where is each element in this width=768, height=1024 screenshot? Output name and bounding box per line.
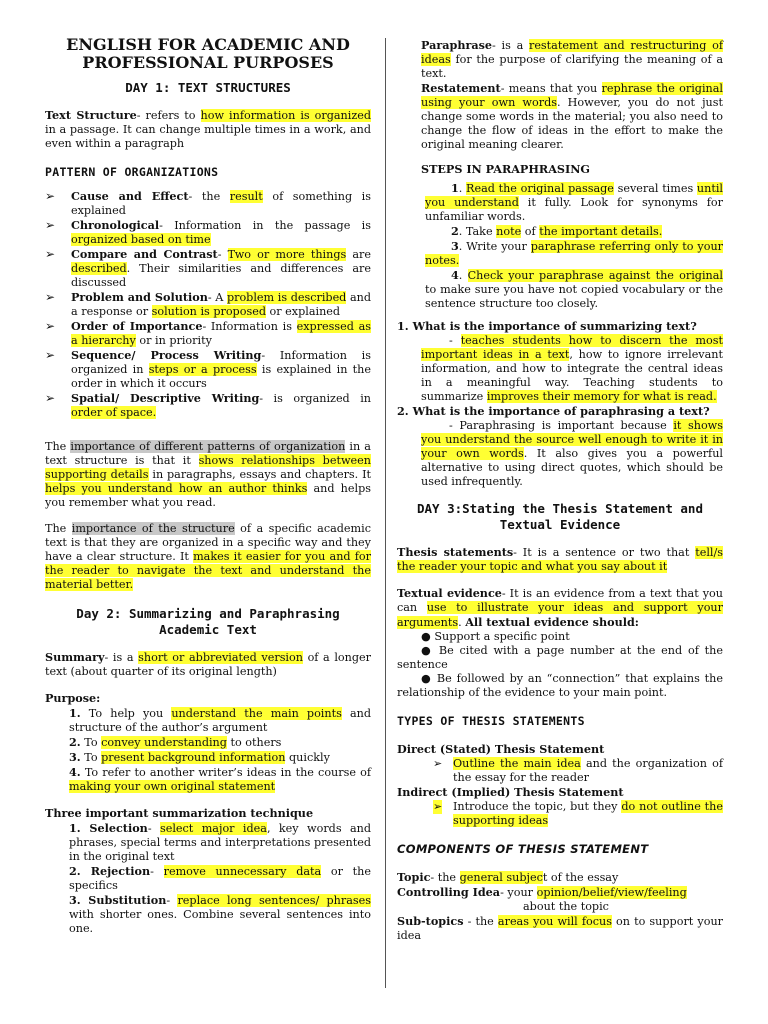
text-structure-definition: Text Structure- refers to how information is organized in a passage. It can change multiple times in a work, and even within a paragraph (45, 108, 372, 150)
list-item: 1. Selection- select major idea, key words and phrases, special terms and interpretations presented in the original text (69, 821, 372, 863)
list-item: ➢ Cause and Effect- the result of something is explained (45, 189, 372, 217)
list-item: 1. To help you understand the main points and structure of the author’s argument (69, 706, 371, 734)
arrow-bullet-icon: ➢ (45, 391, 56, 405)
steps-heading: STEPS IN PARAPHRASING (421, 162, 590, 176)
column-divider (385, 38, 386, 988)
arrow-bullet-icon: ➢ (45, 189, 56, 203)
arrow-bullet-icon: ➢ (45, 290, 56, 304)
arrow-bullet-icon: ➢ (45, 319, 56, 333)
list-item: ➢ Problem and Solution- A problem is described and a response or solution is proposed or explained (45, 290, 372, 318)
list-item: ➢ Order of Importance- Information is expressed as a hierarchy or in priority (45, 319, 371, 347)
list-item: 4. Check your paraphrase against the original to make sure you have not copied vocabulary or the sentence structure too closely. (425, 268, 723, 310)
day3-heading: DAY 3:Stating the Thesis Statement and Textual Evidence (417, 501, 703, 532)
three-techniques-heading: Three important summarization technique (45, 806, 314, 820)
right-column (397, 38, 723, 943)
question-1: 1. What is the importance of summarizing text? (397, 319, 697, 333)
list-item: 2. To convey understanding to others (69, 735, 282, 749)
document-title: ENGLISH FOR ACADEMIC AND PROFESSIONAL PURPOSES (66, 35, 350, 72)
subtopics-definition: Sub-topics - the areas you will focus on to support your idea (397, 914, 723, 942)
arrow-bullet-icon: ➢ (433, 757, 443, 770)
structure-importance-paragraph: The importance of the structure of a specific academic text is that they are organized in a specific way and they have a clear structure. It makes it easier for you and for the reader to navigate the text and understand the material better. (45, 522, 371, 591)
dot-bullet-icon: ● (421, 630, 431, 643)
pattern-list (45, 189, 371, 420)
list-item: ● Be cited with a page number at the end of the sentence (397, 644, 723, 671)
arrow-bullet-icon: ➢ (45, 247, 56, 261)
indirect-heading: Indirect (Implied) Thesis Statement (397, 785, 624, 799)
paraphrase-definition: Paraphrase- is a restatement and restructuring of ideas for the purpose of clarifying the meaning of a text. (421, 38, 723, 80)
answer-1: - teaches students how to discern the most important ideas in a text, how to ignore irrelevant information, and how to integrate the central ideas in a meaningful way. Teaching students to summarize improves their memory for what is read. (421, 334, 724, 403)
list-item: ● Be followed by an “connection” that explains the relationship of the evidence to your main point. (397, 672, 723, 699)
topic-definition: Topic- the general subject of the essay (397, 870, 619, 884)
purpose-label: Purpose: (45, 691, 101, 705)
answer-2: - Paraphrasing is important because it shows you understand the source well enough to write it in your own words. It also gives you a powerful alternative to using direct quotes, which should be used infrequently. (421, 419, 723, 488)
list-item: 1. Read the original passage several times until you understand it fully. Look for synonyms for unfamiliar words. (425, 181, 723, 223)
summary-definition: Summary- is a short or abbreviated version of a longer text (about quarter of its original length) (45, 650, 371, 678)
evidence-definition: Textual evidence- It is an evidence from a text that you can use to illustrate your ideas and support your arguments. All textual evidence should: (397, 586, 723, 629)
list-item: 3. To present background information quickly (69, 750, 330, 764)
list-item: 4. To refer to another writer’s ideas in the course of making your own original statement (69, 765, 371, 793)
list-item: ➢ Outline the main idea and the organization of the essay for the reader (433, 757, 723, 784)
controlling-idea-definition: Controlling Idea- your opinion/belief/view/feeling about the topic (397, 885, 687, 913)
list-item: ➢ Sequence/ Process Writing- Information is organized in steps or a process is explained in the order in which it occurs (45, 348, 371, 390)
day1-heading: DAY 1: TEXT STRUCTURES (125, 80, 291, 95)
thesis-definition: Thesis statements- It is a sentence or two that tell/s the reader your topic and what you say about it (397, 545, 723, 573)
list-item: ➢ Chronological- Information in the passage is organized based on time (45, 218, 371, 246)
dot-bullet-icon: ● (421, 644, 434, 657)
list-item: ➢ Spatial/ Descriptive Writing- is organized in order of space. (45, 391, 371, 419)
arrow-bullet-icon: ➢ (45, 348, 56, 362)
types-heading: TYPES OF THESIS STATEMENTS (397, 714, 585, 728)
patterns-importance-paragraph: The importance of different patterns of organization in a text structure is that it shows relationships between supporting details in paragraphs, essays and chapters. It helps you understand how an author thinks and helps you remember what you read. (45, 440, 371, 509)
list-item: ➢ Introduce the topic, but they do not outline the supporting ideas (433, 800, 723, 827)
list-item: 2. Take note of the important details. (451, 224, 663, 238)
arrow-bullet-icon: ➢ (433, 800, 443, 813)
list-item: 2. Rejection- remove unnecessary data or the specifics (69, 864, 371, 892)
question-2: 2. What is the importance of paraphrasing a text? (397, 404, 710, 418)
list-item: 3. Write your paraphrase referring only to your notes. (425, 239, 724, 267)
pattern-heading: PATTERN OF ORGANIZATIONS (45, 165, 219, 179)
components-heading: COMPONENTS OF THESIS STATEMENT (397, 842, 649, 856)
list-item: ➢ Compare and Contrast- Two or more things are described. Their similarities and differences are discussed (45, 247, 372, 289)
arrow-bullet-icon: ➢ (45, 218, 56, 232)
day2-heading: Day 2: Summarizing and Paraphrasing Academic Text (76, 606, 340, 637)
left-column (45, 36, 371, 936)
dot-bullet-icon: ● (421, 672, 433, 685)
direct-heading: Direct (Stated) Thesis Statement (397, 742, 605, 756)
list-item: ● Support a specific point (421, 630, 570, 643)
restatement-definition: Restatement- means that you rephrase the original using your own words. However, you do not just change some words in the material; you also need to change the flow of ideas in the effort to make the original meaning clearer. (421, 81, 724, 151)
list-item: 3. Substitution- replace long sentences/ phrases with shorter ones. Combine several sentences into one. (69, 893, 371, 935)
